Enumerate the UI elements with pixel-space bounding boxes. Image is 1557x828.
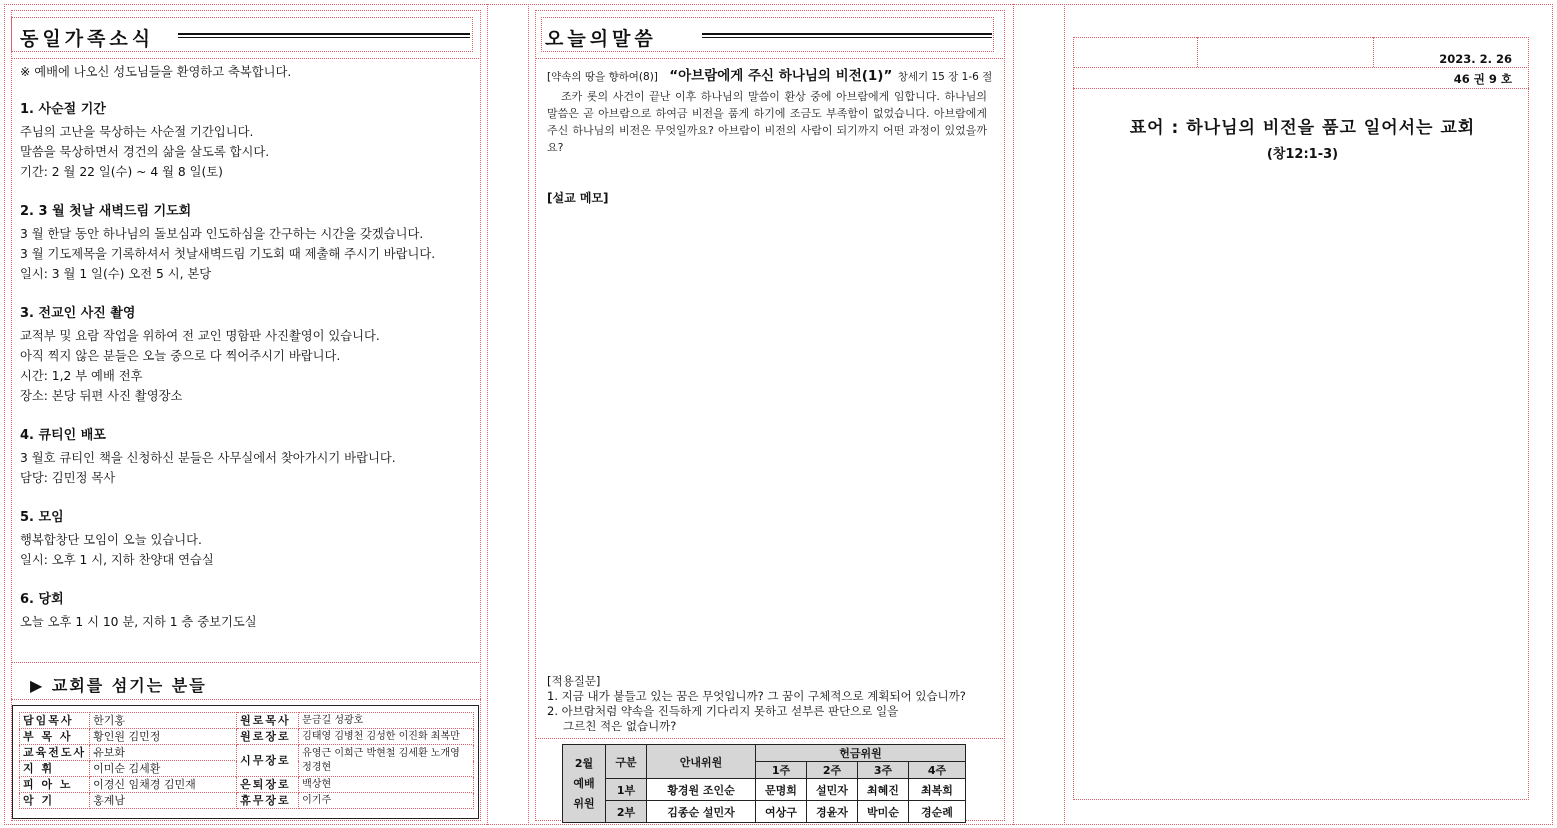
- staff-title: ▶ 교회를 섬기는 분들: [30, 676, 207, 695]
- sermon-series: [약속의 땅을 향하여(8)]: [547, 71, 658, 83]
- offering-name: 최복희: [909, 779, 966, 801]
- sermon-memo-label: [설교 메모]: [547, 191, 609, 205]
- staff-names: 홍계남: [90, 793, 237, 809]
- divider: [487, 4, 488, 825]
- week-header: 2주: [807, 762, 858, 779]
- announcement-line: 주님의 고난을 묵상하는 사순절 기간입니다.: [20, 125, 254, 139]
- staff-names: 이기주: [299, 793, 474, 809]
- header-offering: 헌금위원: [756, 745, 966, 762]
- divider: [11, 58, 481, 59]
- staff-names: 유보화: [90, 745, 237, 761]
- announcement-line: 3 월 한달 동안 하나님의 돌보심과 인도하심을 간구하는 시간을 갖겠습니다.: [20, 227, 424, 241]
- announcement-heading: 5. 모임: [20, 510, 64, 525]
- announcement-item: [20, 508, 475, 570]
- staff-role: 휴무장로: [237, 793, 299, 809]
- staff-role: 원로장로: [237, 729, 299, 745]
- divider: [1013, 4, 1014, 825]
- sermon-header: [547, 64, 997, 84]
- staff-row: [20, 777, 474, 793]
- service-div: 1부: [606, 779, 647, 801]
- announcements: [20, 62, 475, 652]
- offering-name: 경윤자: [807, 801, 858, 823]
- announcement-line: 3 월호 큐티인 책을 신청하신 분들은 사무실에서 찾아가시기 바랍니다.: [20, 451, 396, 465]
- divider: [1197, 37, 1198, 67]
- staff-names: 문금길 성광호: [299, 713, 474, 729]
- service-label: [567, 774, 601, 814]
- service-month-cell: [563, 745, 606, 823]
- staff-role: 담임목사: [20, 713, 90, 729]
- divider: [528, 4, 529, 825]
- offering-name: 경순례: [909, 801, 966, 823]
- guide-names: 황경원 조인순: [647, 779, 756, 801]
- staff-role: 악 기: [20, 793, 90, 809]
- divider: [1373, 37, 1374, 67]
- announcement-heading: 3. 전교인 사진 촬영: [20, 306, 136, 321]
- service-label-line: 예배: [573, 776, 595, 790]
- offering-name: 박미순: [858, 801, 909, 823]
- announcement-heading: 1. 사순절 기간: [20, 102, 106, 117]
- announcement-line: 3 월 기도제목을 기록하셔서 첫날새벽드림 기도회 때 제출해 주시기 바랍니다.: [20, 247, 436, 261]
- offering-name: 최혜진: [858, 779, 909, 801]
- announcement-line: 담당: 김민정 목사: [20, 471, 116, 485]
- announcement-item: [20, 590, 475, 632]
- guide-names: 김종순 설민자: [647, 801, 756, 823]
- service-div: 2부: [606, 801, 647, 823]
- offering-name: 문명희: [756, 779, 807, 801]
- announcement-line: 일시: 3 월 1 일(수) 오전 5 시, 본당: [20, 267, 212, 281]
- staff-row: [20, 793, 474, 809]
- divider: [535, 58, 1005, 59]
- staff-role: 시무장로: [237, 745, 299, 777]
- staff-names: 이미순 김세환: [90, 761, 237, 777]
- announcement-line: 일시: 오후 1 시, 지하 찬양대 연습실: [20, 553, 214, 567]
- offering-name: 설민자: [807, 779, 858, 801]
- staff-row: [20, 713, 474, 729]
- welcome-text: ※ 예배에 나오신 성도님들을 환영하고 축복합니다.: [20, 65, 292, 79]
- announcement-heading: 4. 큐티인 배포: [20, 428, 106, 443]
- announcement-line: 교적부 및 요람 작업을 위하여 전 교인 명함판 사진촬영이 있습니다.: [20, 329, 380, 343]
- week-header: 1주: [756, 762, 807, 779]
- announcement-heading: 6. 당회: [20, 592, 64, 607]
- announcement-line: 오늘 오후 1 시 10 분, 지하 1 층 중보기도실: [20, 615, 257, 629]
- announcement-line: 말씀을 묵상하면서 경건의 삶을 살도록 합시다.: [20, 145, 270, 159]
- staff-role: 교육전도사: [20, 745, 90, 761]
- service-table: [562, 744, 966, 823]
- staff-names: 이경신 임채경 김민재: [90, 777, 237, 793]
- staff-row: [20, 745, 474, 761]
- issue-volume: 46 권 9 호: [1453, 72, 1512, 86]
- staff-role: 지 휘: [20, 761, 90, 777]
- announcement-line: 행복합창단 모임이 오늘 있습니다.: [20, 533, 202, 547]
- header-div: 구분: [606, 745, 647, 779]
- motto-reference: (창12:1-3): [1266, 147, 1339, 162]
- staff-role: 피 아 노: [20, 777, 90, 793]
- sermon-summary: 조카 롯의 사건이 끝난 이후 하나님의 말씀이 환상 중에 아브람에게 임합니다. 하나님의 말씀은 곧 아브람으로 하여금 비전을 품게 하기에 조금도 부족함이 없었습니다. 아브람에게 주신 하나님의 비전은 무엇일까요? 아브람이 비전의 사람이 되기까지 어떤 과정이 있었을까요?: [547, 90, 987, 154]
- staff-names: 황인원 김민정: [90, 729, 237, 745]
- service-label-line: 위원: [573, 796, 595, 810]
- divider: [1064, 4, 1065, 825]
- staff-role: 부 목 사: [20, 729, 90, 745]
- church-motto: 표어 : 하나님의 비전을 품고 일어서는 교회: [1129, 118, 1476, 138]
- title-rule: [702, 33, 992, 38]
- service-month: 2월: [574, 756, 594, 770]
- staff-names: 한기홍: [90, 713, 237, 729]
- announcement-line: 시간: 1,2 부 예배 전후: [20, 369, 143, 383]
- sermon-title: “아브람에게 주신 하나님의 비전(1)”: [669, 68, 893, 84]
- divider: [1073, 88, 1529, 89]
- divider: [1073, 67, 1529, 68]
- staff-names: 백상현: [299, 777, 474, 793]
- apply-title: [적용질문]: [547, 674, 601, 688]
- sermon-scripture: 창세기 15 장 1-6 절: [897, 71, 993, 83]
- staff-row: [20, 729, 474, 745]
- offering-name: 여상구: [756, 801, 807, 823]
- announcement-item: [20, 202, 475, 284]
- apply-question: 그르친 적은 없습니까?: [563, 719, 677, 733]
- announcement-item: [20, 304, 475, 406]
- announcement-line: 기간: 2 월 22 일(수) ~ 4 월 8 일(토): [20, 165, 223, 179]
- announcement-item: [20, 426, 475, 488]
- divider: [11, 699, 481, 700]
- announcement-line: 장소: 본당 뒤편 사진 촬영장소: [20, 389, 183, 403]
- staff-role: 원로목사: [237, 713, 299, 729]
- divider: [535, 738, 1005, 739]
- staff-table: [12, 705, 479, 819]
- announcement-heading: 2. 3 월 첫날 새벽드림 기도회: [20, 204, 192, 219]
- staff-role: 은퇴장로: [237, 777, 299, 793]
- application-questions: [547, 674, 966, 734]
- section-title: 동일가족소식: [20, 28, 155, 50]
- week-header: 3주: [858, 762, 909, 779]
- section-title: 오늘의말씀: [545, 28, 657, 50]
- title-rule: [178, 33, 470, 38]
- apply-question: 2. 아브람처럼 약속을 진득하게 기다리지 못하고 섣부른 판단으로 일을: [547, 704, 899, 718]
- header-guide: 안내위원: [647, 745, 756, 779]
- announcement-item: [20, 100, 475, 182]
- announcement-line: 아직 찍지 않은 분들은 오늘 중으로 다 찍어주시기 바랍니다.: [20, 349, 341, 363]
- week-header: 4주: [909, 762, 966, 779]
- staff-names: 유영근 이희근 박현철 김세환 노개영 정경현: [299, 745, 474, 777]
- issue-date: 2023. 2. 26: [1439, 52, 1512, 66]
- staff-names: 김태영 김병천 김성한 이진화 최복만: [299, 729, 474, 745]
- divider: [11, 662, 481, 663]
- apply-question: 1. 지금 내가 붙들고 있는 꿈은 무엇입니까? 그 꿈이 구체적으로 계획되어 있습니까?: [547, 689, 966, 703]
